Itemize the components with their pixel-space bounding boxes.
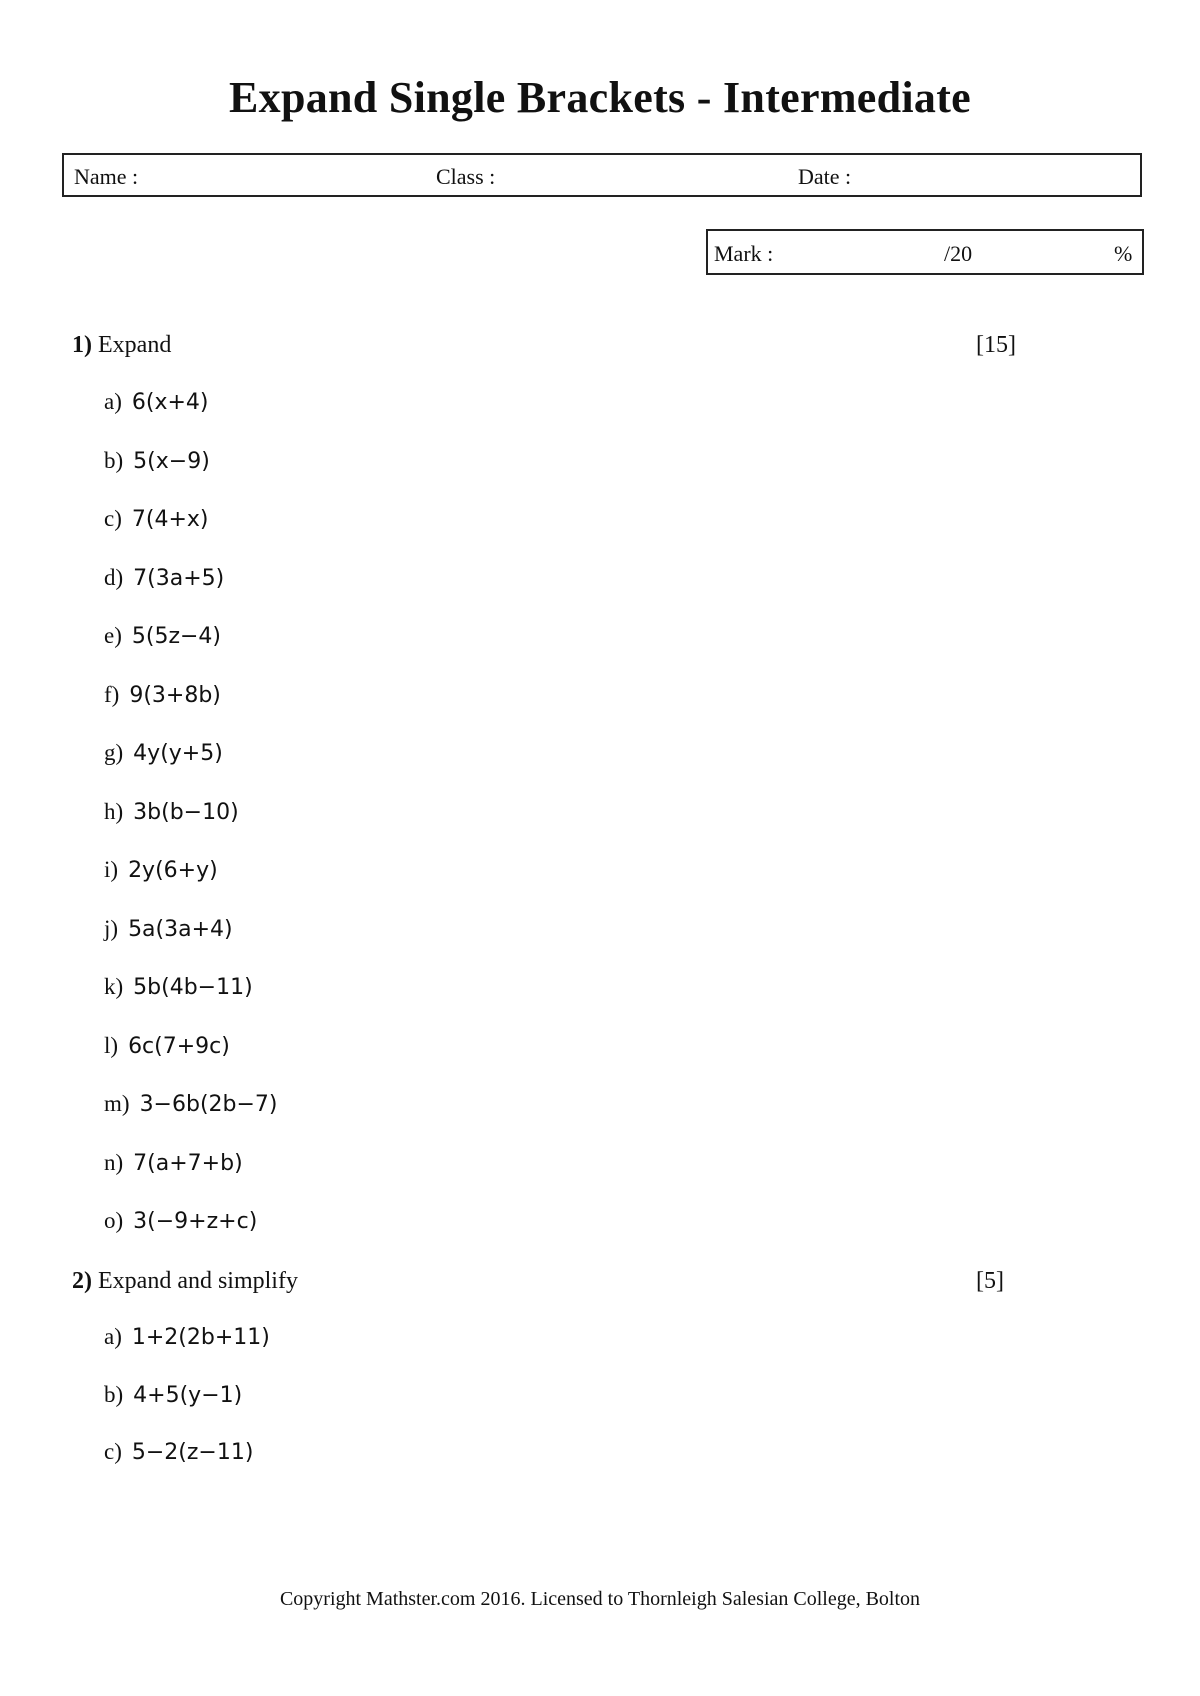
- question-item: [104, 799, 239, 825]
- question-item: [104, 857, 218, 883]
- copyright-footer: Copyright Mathster.com 2016. Licensed to Thornleigh Salesian College, Bolton: [279, 1588, 921, 1610]
- item-label: l): [104, 1032, 119, 1058]
- question-item: [104, 1091, 278, 1117]
- mark-total: /20: [944, 241, 973, 266]
- question-item: [104, 1033, 230, 1059]
- item-label: b): [104, 447, 124, 473]
- item-expression: 5(5z−4): [131, 624, 222, 649]
- question-item: [104, 682, 221, 708]
- item-expression: 4y(y+5): [133, 741, 223, 766]
- item-expression: 1+2(2b+11): [131, 1325, 270, 1350]
- item-label: j): [104, 915, 119, 941]
- question-item: [104, 389, 209, 415]
- mark-label: Mark :: [714, 241, 774, 266]
- question-item: [104, 565, 224, 591]
- item-expression: 5b(4b−11): [133, 975, 253, 1000]
- item-expression: 7(4+x): [131, 507, 209, 532]
- item-expression: 9(3+8b): [129, 682, 221, 708]
- question-item: [104, 740, 223, 766]
- item-expression: 3b(b−10): [133, 799, 239, 825]
- item-label: h): [104, 798, 124, 824]
- item-expression: 2y(6+y): [128, 858, 218, 883]
- name-field-label[interactable]: Name :: [74, 164, 139, 189]
- item-expression: 3(−9+z+c): [133, 1209, 258, 1234]
- item-label: f): [104, 681, 120, 707]
- item-expression: 7(a+7+b): [133, 1150, 243, 1176]
- question-item: [104, 623, 221, 649]
- item-expression: 6(x+4): [131, 390, 209, 415]
- item-label: b): [104, 1381, 124, 1407]
- item-label: e): [104, 623, 122, 648]
- date-field-label[interactable]: Date :: [798, 164, 852, 189]
- item-expression: 7(3a+5): [133, 565, 225, 591]
- item-expression: 3−6b(2b−7): [139, 1092, 278, 1117]
- item-expression: 5−2(z−11): [131, 1440, 254, 1465]
- mark-percent: %: [1114, 241, 1133, 266]
- question-1-number: 1): [72, 332, 92, 358]
- item-label: n): [104, 1149, 124, 1175]
- question-item: [104, 506, 209, 532]
- question-item: [104, 1150, 243, 1176]
- question-item: [104, 916, 233, 942]
- item-label: a): [104, 1324, 122, 1349]
- item-label: o): [104, 1208, 124, 1233]
- page-title: Expand Single Brackets - Intermediate: [229, 73, 971, 122]
- question-2-number: 2): [72, 1268, 92, 1294]
- item-label: d): [104, 564, 124, 590]
- item-label: c): [104, 1439, 122, 1464]
- question-item: [104, 1439, 253, 1465]
- item-label: c): [104, 506, 122, 531]
- class-field-label[interactable]: Class :: [436, 164, 496, 189]
- question-1-heading: [72, 332, 171, 359]
- question-2-instruction: Expand and simplify: [98, 1268, 298, 1294]
- student-info-box: [62, 153, 1142, 197]
- item-label: g): [104, 740, 124, 765]
- item-label: a): [104, 389, 122, 414]
- question-2-heading: [72, 1268, 298, 1295]
- item-expression: 4+5(y−1): [133, 1382, 243, 1408]
- item-expression: 5(x−9): [133, 448, 210, 474]
- question-item: [104, 974, 253, 1000]
- question-2-marks: [5]: [976, 1268, 1004, 1294]
- question-item: [104, 1324, 270, 1350]
- item-label: k): [104, 974, 124, 999]
- item-label: m): [104, 1091, 130, 1116]
- question-1-instruction: Expand: [98, 332, 172, 358]
- mark-box: [706, 229, 1144, 275]
- question-1-marks: [15]: [976, 332, 1016, 358]
- item-expression: 6c(7+9c): [128, 1033, 230, 1059]
- question-item: [104, 1208, 257, 1234]
- item-label: i): [104, 857, 119, 882]
- question-item: [104, 448, 210, 474]
- item-expression: 5a(3a+4): [128, 916, 233, 942]
- question-item: [104, 1382, 242, 1408]
